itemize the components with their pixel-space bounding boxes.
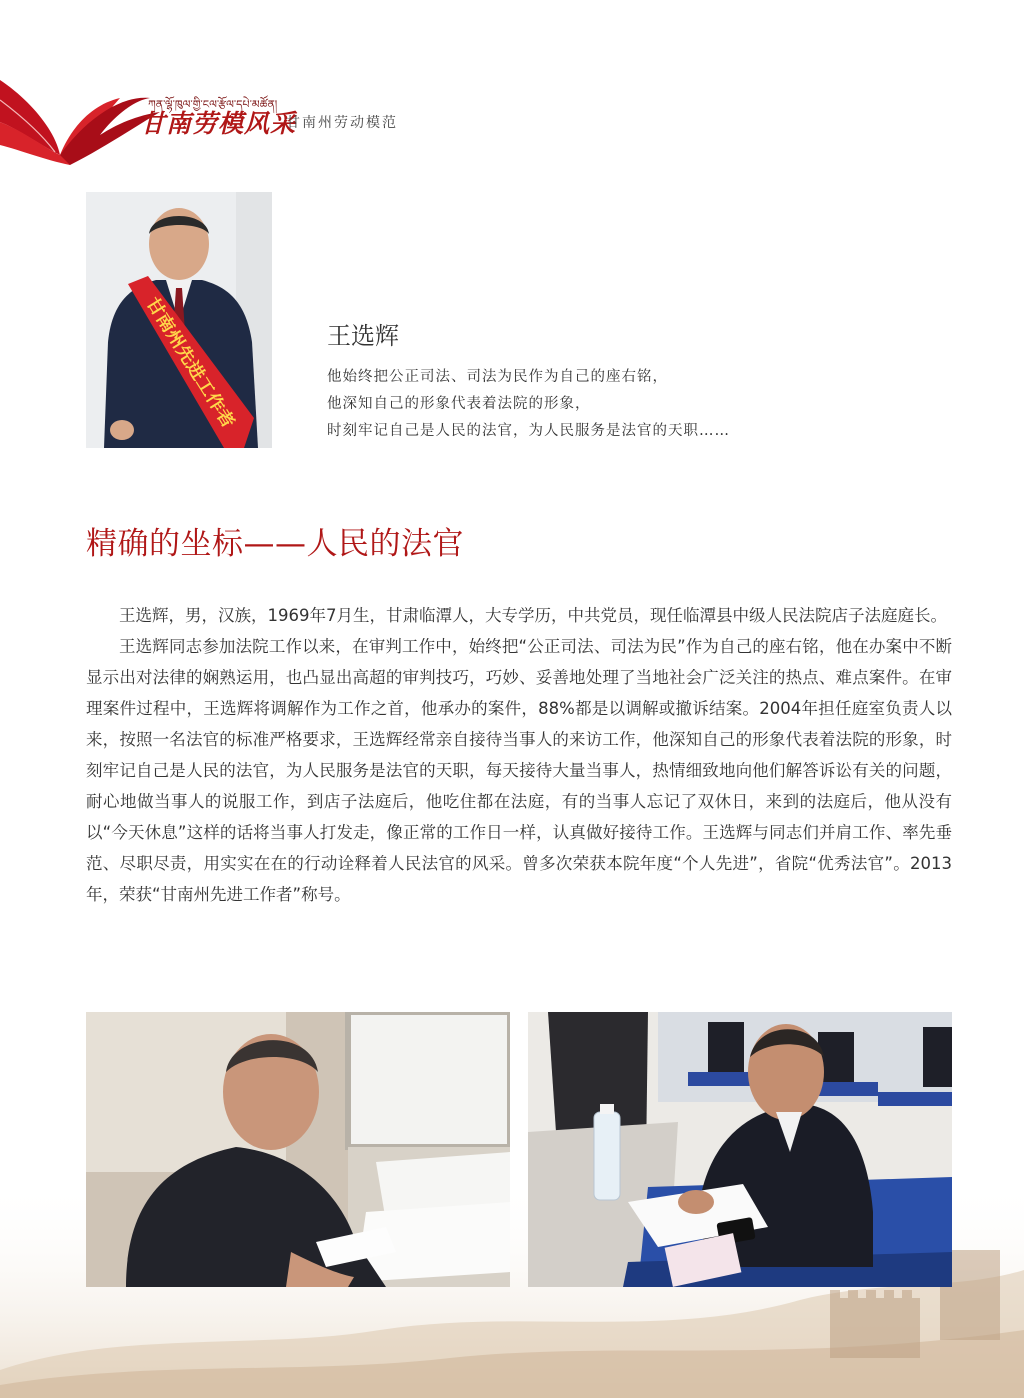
motto-line: 他始终把公正司法、司法为民作为自己的座右铭， bbox=[327, 369, 668, 385]
person-name: 王选辉 bbox=[327, 322, 399, 350]
sash-text: 甘南州先进工作者 bbox=[141, 294, 231, 420]
photo-office-work bbox=[86, 1012, 510, 1287]
brand-subtitle: 甘南州劳动模范 bbox=[286, 115, 398, 131]
photo-exam-room bbox=[528, 1012, 952, 1287]
article-headline: 精确的坐标——人民的法官 bbox=[86, 526, 464, 562]
article-paragraph: 王选辉，男，汉族，1969年7月生，甘肃临潭人，大专学历，中共党员，现任临潭县中级人民法院店子法庭庭长。 bbox=[119, 606, 947, 625]
article-body bbox=[86, 600, 952, 910]
motto-line: 时刻牢记自己是人民的法官，为人民服务是法官的天职…… bbox=[327, 423, 730, 439]
portrait-photo bbox=[86, 192, 272, 448]
tibetan-header-line: ཀན་ལྷོ་ཁུལ་གྱི་ངལ་རྩོལ་དཔེ་མཚོན། bbox=[148, 98, 278, 111]
motto-line: 他深知自己的形象代表着法院的形象， bbox=[327, 396, 591, 412]
article-paragraph: 王选辉同志参加法院工作以来，在审判工作中，始终把“公正司法、司法为民”作为自己的座右铭，他在办案中不断显示出对法律的娴熟运用，也凸显出高超的审判技巧，巧妙、妥善地处理了当地社会广泛关注的热点、难点案件。在审理案件过程中，王选辉将调解作为工作之首，他承办的案件，88%都是以调解或撤诉结案。2004年担任庭室负责人以来，按照一名法官的标准严格要求，王选辉经常亲自接待当事人的来访工作，他深知自己的形象代表着法院的形象，时刻牢记自己是人民的法官，为人民服务是法官的天职，每天接待大量当事人，热情细致地向他们解答诉讼有关的问题，耐心地做当事人的说服工作，到店子法庭后，他吃住都在法庭，有的当事人忘记了双休日，来到的法庭后，他从没有以“今天休息”这样的话将当事人打发走，像正常的工作日一样，认真做好接待工作。王选辉与同志们并肩工作、率先垂范、尽职尽责，用实实在在的行动诠释着人民法官的风采。曾多次荣获本院年度“个人先进”，省院“优秀法官”。2013年，荣获“甘南州先进工作者”称号。 bbox=[86, 637, 952, 904]
brand-title: 甘南劳模风采 bbox=[140, 109, 297, 138]
motto-block bbox=[327, 364, 730, 445]
